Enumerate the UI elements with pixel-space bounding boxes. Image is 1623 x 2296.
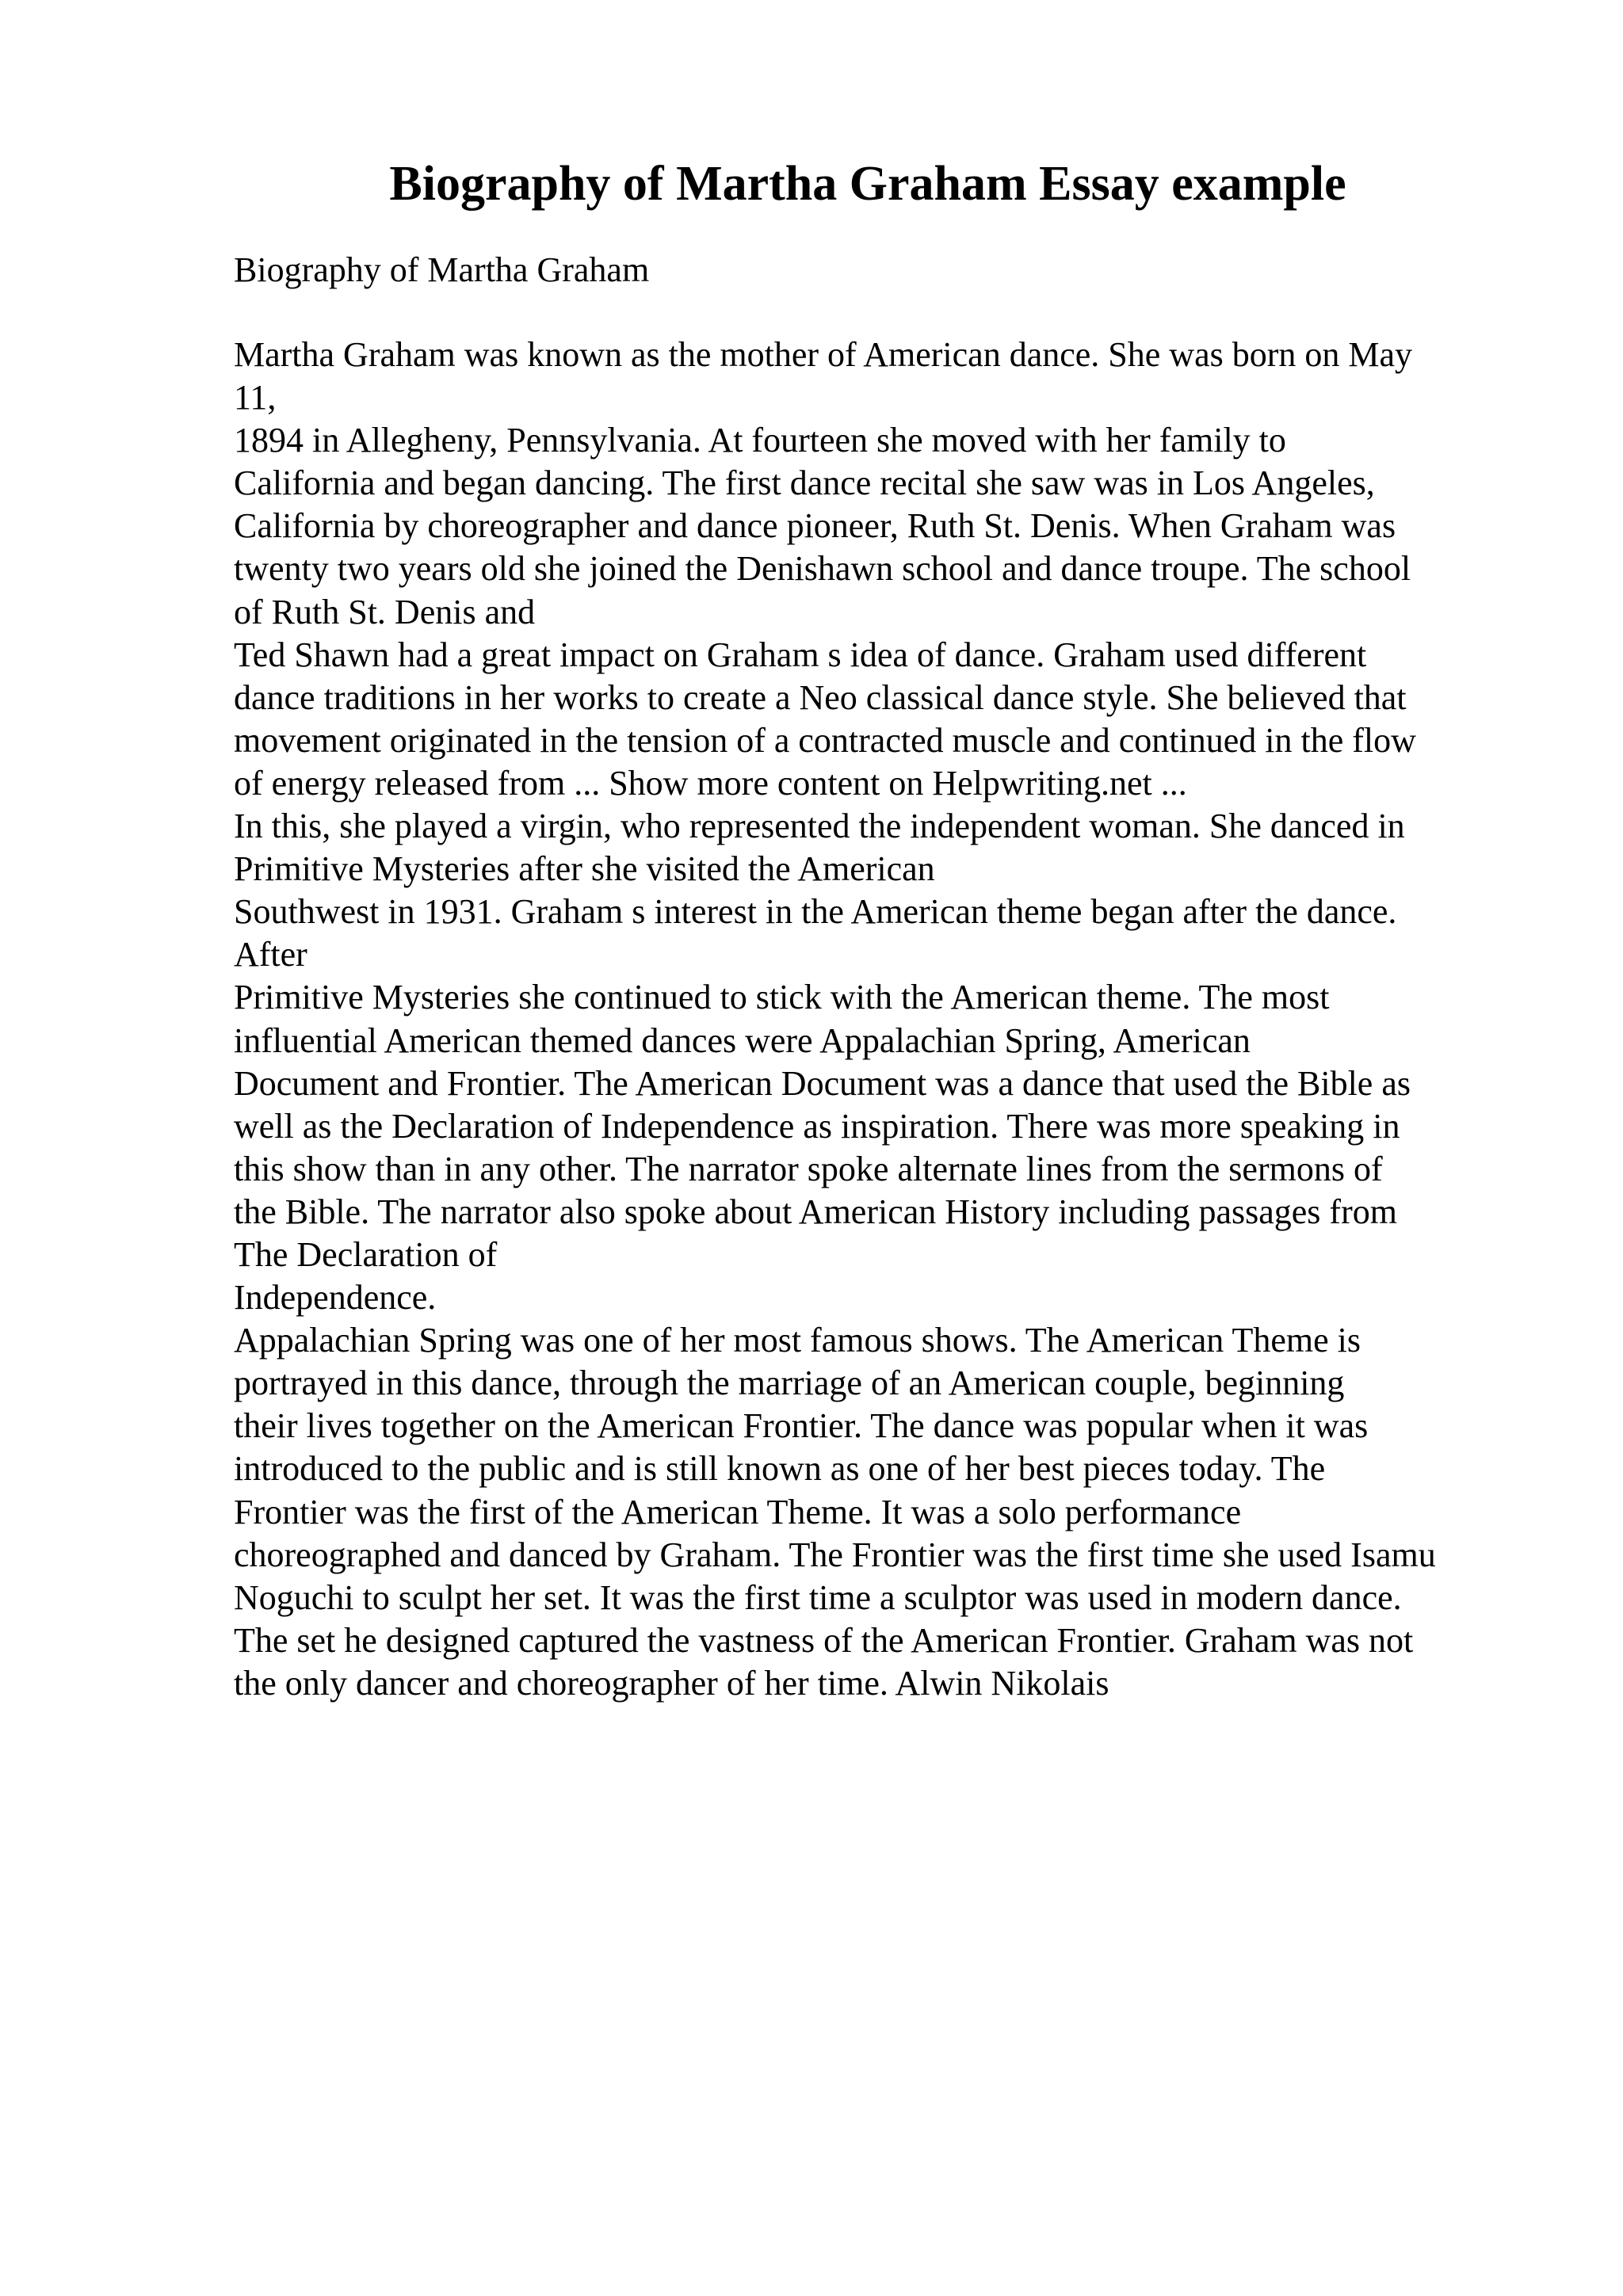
- body-line: Appalachian Spring was one of her most famous shows. The American Theme is: [234, 1321, 1361, 1360]
- body-line: The Declaration of: [234, 1234, 498, 1274]
- essay-body: [234, 334, 1613, 1705]
- document-title: Biography of Martha Graham Essay example: [389, 157, 1346, 211]
- body-line: twenty two years old she joined the Denishawn school and dance troupe. The school: [234, 549, 1411, 589]
- body-line: portrayed in this dance, through the marriage of an American couple, beginning: [234, 1363, 1345, 1403]
- body-line: In this, she played a virgin, who represented the independent woman. She danced in: [234, 807, 1405, 846]
- body-line: Martha Graham was known as the mother of American dance. She was born on May: [234, 335, 1413, 374]
- body-line: California by choreographer and dance pioneer, Ruth St. Denis. When Graham was: [234, 506, 1396, 546]
- body-line: the Bible. The narrator also spoke about American History including passages from: [234, 1192, 1397, 1231]
- body-line: of energy released from ... Show more content on Helpwriting.net ...: [234, 763, 1187, 803]
- body-line: Ted Shawn had a great impact on Graham s idea of dance. Graham used different: [234, 635, 1367, 674]
- body-line: Noguchi to sculpt her set. It was the first time a sculptor was used in modern dance.: [234, 1577, 1402, 1617]
- body-line: Document and Frontier. The American Document was a dance that used the Bible as: [234, 1063, 1411, 1103]
- body-line: movement originated in the tension of a contracted muscle and continued in the flow: [234, 720, 1416, 760]
- body-line: their lives together on the American Frontier. The dance was popular when it was: [234, 1406, 1369, 1446]
- body-line: After: [234, 935, 307, 974]
- body-line: the only dancer and choreographer of her time. Alwin Nikolais: [234, 1663, 1109, 1703]
- document-subtitle: Biography of Martha Graham: [234, 250, 650, 289]
- body-line: 1894 in Allegheny, Pennsylvania. At fourteen she moved with her family to: [234, 421, 1286, 460]
- body-line: influential American themed dances were Appalachian Spring, American: [234, 1020, 1251, 1060]
- body-line: Primitive Mysteries after she visited the American: [234, 849, 935, 889]
- body-line: Southwest in 1931. Graham s interest in the American theme began after the dance.: [234, 892, 1397, 932]
- body-line: The set he designed captured the vastness of the American Frontier. Graham was not: [234, 1620, 1414, 1660]
- body-line: Primitive Mysteries she continued to stick with the American theme. The most: [234, 978, 1330, 1017]
- body-line: introduced to the public and is still known as one of her best pieces today. The: [234, 1449, 1326, 1489]
- body-line: Independence.: [234, 1278, 437, 1318]
- body-line: well as the Declaration of Independence as inspiration. There was more speaking in: [234, 1106, 1400, 1146]
- body-line: 11,: [234, 378, 277, 418]
- body-line: dance traditions in her works to create a Neo classical dance style. She believed that: [234, 677, 1407, 717]
- body-line: this show than in any other. The narrator spoke alternate lines from the sermons of: [234, 1149, 1383, 1188]
- body-line: Frontier was the first of the American Theme. It was a solo performance: [234, 1492, 1242, 1531]
- body-line: California and began dancing. The first dance recital she saw was in Los Angeles,: [234, 463, 1375, 503]
- body-line: of Ruth St. Denis and: [234, 592, 536, 631]
- body-line: choreographed and danced by Graham. The Frontier was the first time she used Isamu: [234, 1535, 1436, 1574]
